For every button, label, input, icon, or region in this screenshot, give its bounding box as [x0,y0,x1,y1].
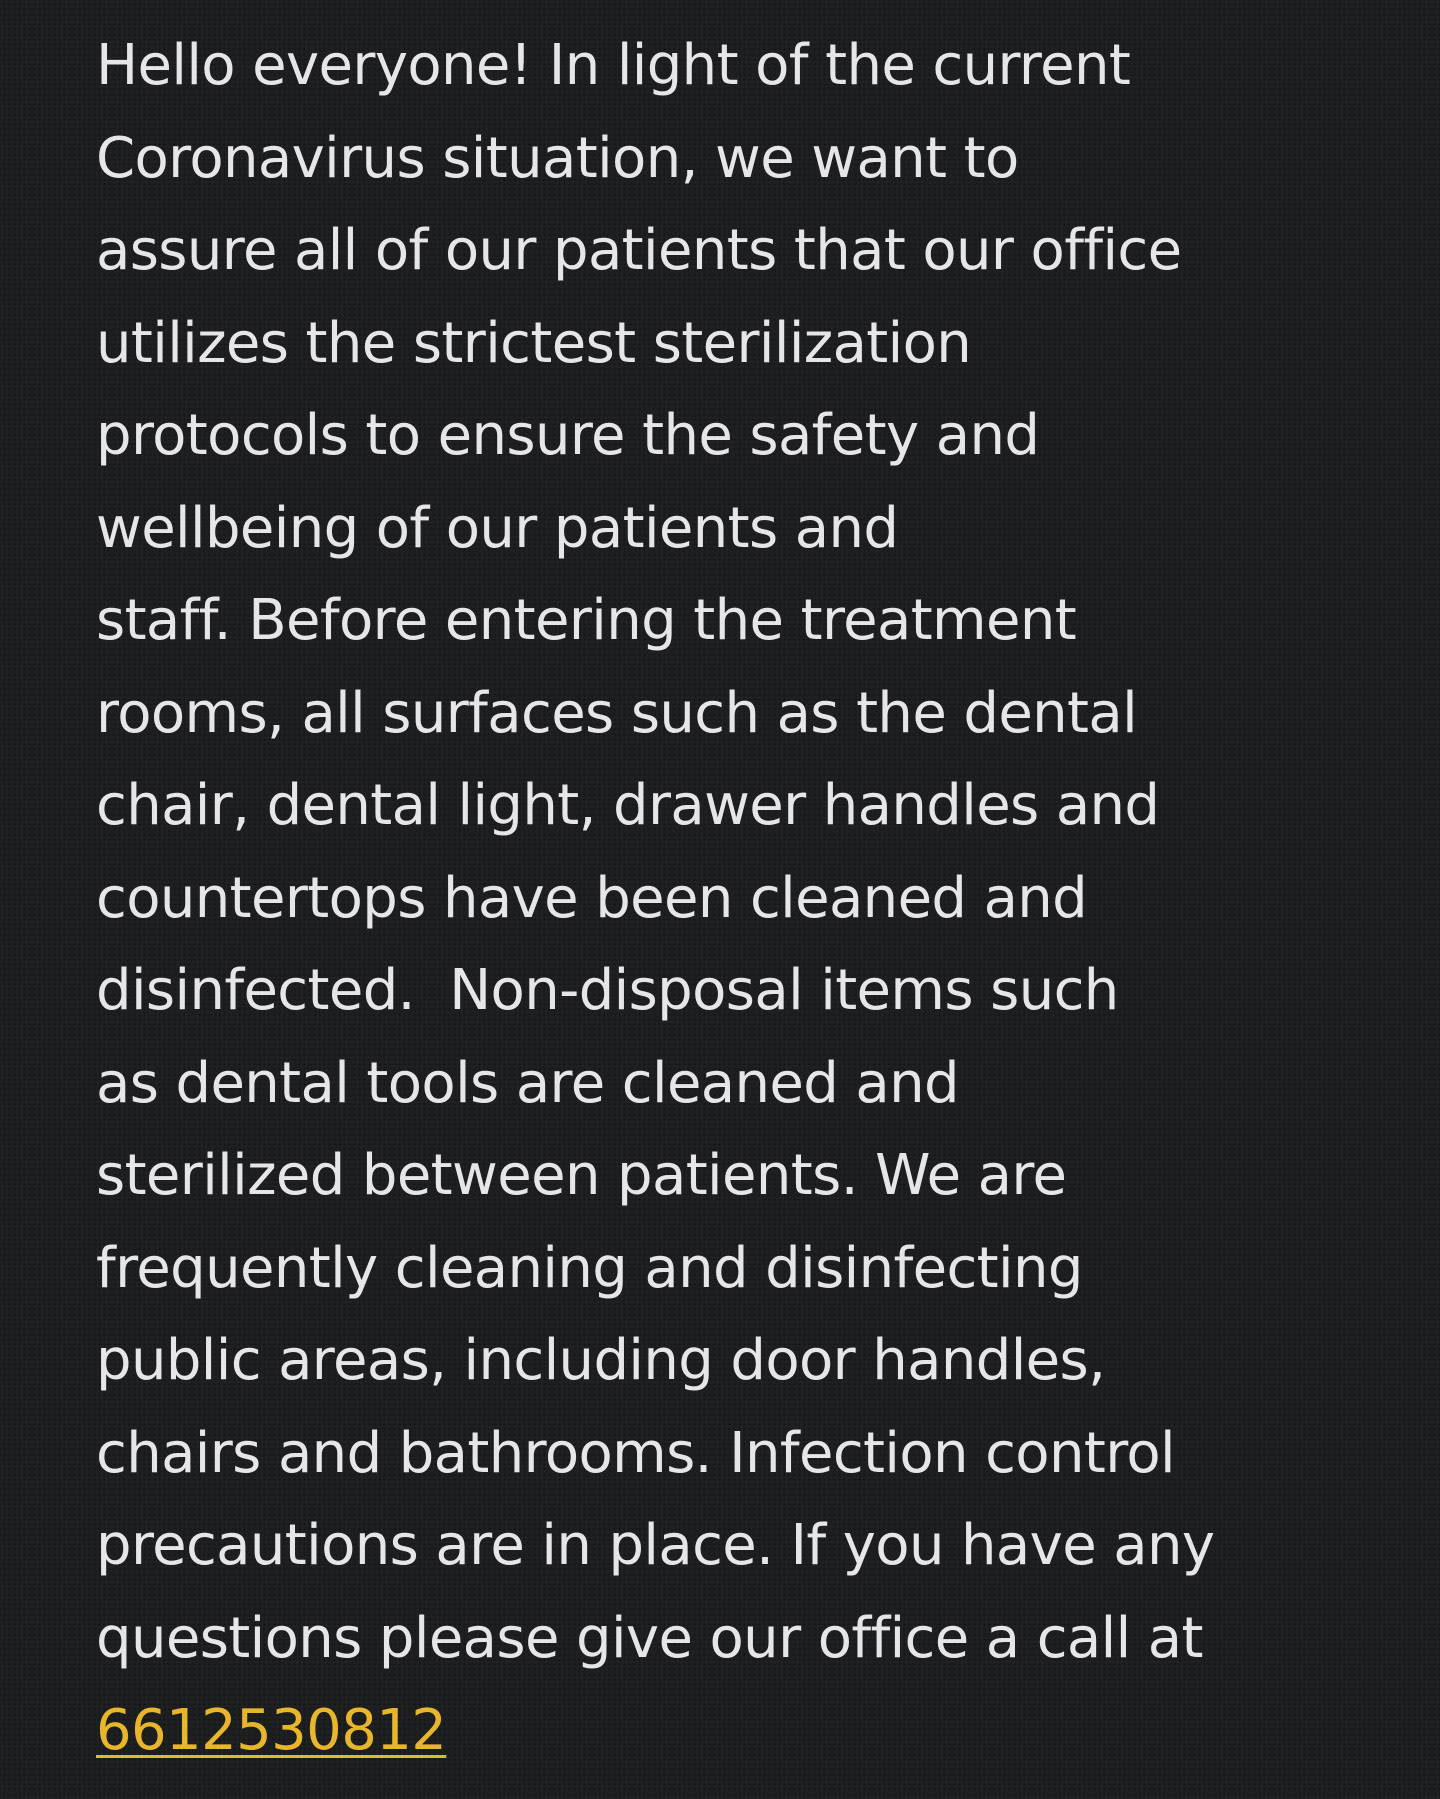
note-line: Hello everyone! In light of the current [96,33,1131,98]
note-line: questions please give our office a call at [96,1605,1203,1671]
note-line: rooms, all surfaces such as the dental [96,680,1138,746]
note-line: protocols to ensure the safety and [96,403,1040,468]
note-line: as dental tools are cleaned and [96,1050,959,1116]
note-line: sterilized between patients. We are [96,1143,1067,1208]
note-line: wellbeing of our patients and [96,495,899,561]
phone-line [96,1685,1396,1778]
note-line: frequently cleaning and disinfecting [96,1235,1083,1301]
note-line: Coronavirus situation, we want to [96,125,1019,191]
note-body-text[interactable] [96,20,1396,1778]
note-line: chair, dental light, drawer handles and [96,773,1160,838]
note-line: assure all of our patients that our office [96,218,1182,283]
note-line: precautions are in place. If you have any [96,1513,1215,1578]
note-line: countertops have been cleaned and [96,865,1088,931]
note-line: chairs and bathrooms. Infection control [96,1420,1176,1486]
note-line: utilizes the strictest sterilization [96,310,972,376]
note-line: public areas, including door handles, [96,1328,1106,1393]
note-line: staff. Before entering the treatment [96,588,1077,653]
note-line: disinfected. Non-disposal items such [96,958,1119,1023]
phone-number-link[interactable]: 6612530812 [96,1698,447,1763]
